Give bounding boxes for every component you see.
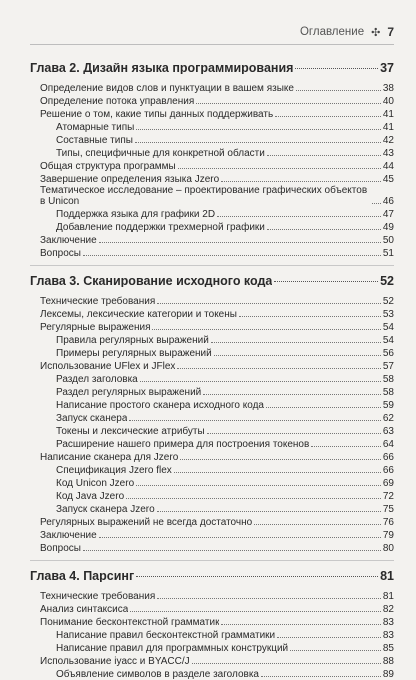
entry-title: Регулярных выражений не всегда достаточно xyxy=(40,517,253,528)
leader-dots xyxy=(136,576,378,577)
leader-dots xyxy=(211,342,381,343)
entry-title: Составные типы xyxy=(56,135,133,146)
entry-page: 40 xyxy=(382,96,394,107)
leader-dots xyxy=(196,103,381,104)
toc-section[interactable] xyxy=(30,615,394,628)
entry-page: 44 xyxy=(382,161,394,172)
entry-page: 81 xyxy=(382,591,394,602)
leader-dots xyxy=(296,90,381,91)
entry-page: 52 xyxy=(382,296,394,307)
toc-subsection[interactable] xyxy=(30,489,394,502)
entry-title: Запуск сканера xyxy=(56,413,128,424)
entry-page: 58 xyxy=(382,374,394,385)
toc-subsection[interactable] xyxy=(30,207,394,220)
entry-title: Определение потока управления xyxy=(40,96,195,107)
entry-title: Код Java Jzero xyxy=(56,491,125,502)
leader-dots xyxy=(177,368,380,369)
entry-title: Определение видов слов и пунктуации в вашем языке xyxy=(40,83,294,94)
leader-dots xyxy=(266,407,381,408)
header-title: Оглавление xyxy=(299,26,365,38)
entry-title: Код Unicon Jzero xyxy=(56,478,135,489)
entry-title: Запуск сканера Jzero xyxy=(56,504,155,515)
toc-subsection[interactable] xyxy=(30,424,394,437)
chapter-separator xyxy=(30,560,394,561)
leader-dots xyxy=(178,168,381,169)
toc-section[interactable] xyxy=(30,94,394,107)
entry-title: Тематическое исследование – проектирование графических объектов в Unicon xyxy=(40,185,368,207)
entry-page: 83 xyxy=(382,630,394,641)
toc-subsection[interactable] xyxy=(30,146,394,159)
entry-page: 63 xyxy=(382,426,394,437)
entry-title: Анализ синтаксиса xyxy=(40,604,129,615)
entry-title: Объявление символов в разделе заголовка xyxy=(56,669,259,680)
entry-title: Заключение xyxy=(40,530,97,541)
toc-section[interactable] xyxy=(30,320,394,333)
toc-subsection[interactable] xyxy=(30,333,394,346)
entry-page: 59 xyxy=(382,400,394,411)
chapter-title: Глава 3. Сканирование исходного кода xyxy=(30,275,273,287)
leader-dots xyxy=(129,420,380,421)
toc-section[interactable] xyxy=(30,359,394,372)
ornament-icon: ✣ xyxy=(371,26,381,39)
entry-page: 76 xyxy=(382,517,394,528)
toc-subsection[interactable] xyxy=(30,372,394,385)
toc-section[interactable] xyxy=(30,602,394,615)
leader-dots xyxy=(157,598,381,599)
entry-title: Регулярные выражения xyxy=(40,322,151,333)
entry-page: 42 xyxy=(382,135,394,146)
entry-page: 89 xyxy=(382,669,394,680)
entry-page: 41 xyxy=(382,109,394,120)
chapter-title: Глава 2. Дизайн языка программирования xyxy=(30,62,294,74)
toc-section[interactable] xyxy=(30,528,394,541)
toc-section[interactable] xyxy=(30,172,394,185)
leader-dots xyxy=(180,459,381,460)
entry-page: 57 xyxy=(382,361,394,372)
toc-section[interactable] xyxy=(30,233,394,246)
leader-dots xyxy=(83,550,381,551)
entry-page: 85 xyxy=(382,643,394,654)
leader-dots xyxy=(295,68,378,69)
chapter-heading[interactable] xyxy=(30,270,394,292)
leader-dots xyxy=(221,624,380,625)
entry-title: Технические требования xyxy=(40,296,156,307)
entry-title: Атомарные типы xyxy=(56,122,135,133)
entry-page: 43 xyxy=(382,148,394,159)
entry-title: Правила регулярных выражений xyxy=(56,335,209,346)
entry-page: 38 xyxy=(382,83,394,94)
leader-dots xyxy=(135,142,381,143)
leader-dots xyxy=(221,181,381,182)
leader-dots xyxy=(277,637,381,638)
leader-dots xyxy=(267,155,381,156)
leader-dots xyxy=(83,255,381,256)
entry-title: Завершение определения языка Jzero xyxy=(40,174,220,185)
leader-dots xyxy=(254,524,381,525)
entry-title: Поддержка языка для графики 2D xyxy=(56,209,216,220)
entry-page: 64 xyxy=(382,439,394,450)
leader-dots xyxy=(207,433,381,434)
leader-dots xyxy=(157,511,381,512)
toc-subsection[interactable] xyxy=(30,502,394,515)
entry-page: 82 xyxy=(382,604,394,615)
toc-subsection[interactable] xyxy=(30,385,394,398)
entry-title: Примеры регулярных выражений xyxy=(56,348,212,359)
entry-title: Добавление поддержки трехмерной графики xyxy=(56,222,265,233)
toc-section[interactable] xyxy=(30,654,394,667)
entry-page: 56 xyxy=(382,348,394,359)
entry-title: Понимание бесконтекстной грамматик xyxy=(40,617,220,628)
entry-page: 54 xyxy=(382,335,394,346)
entry-page: 41 xyxy=(382,122,394,133)
entry-title: Написание простого сканера исходного кода xyxy=(56,400,264,411)
entry-title: Использование UFlex и JFlex xyxy=(40,361,176,372)
toc-section[interactable] xyxy=(30,515,394,528)
leader-dots xyxy=(290,650,381,651)
leader-dots xyxy=(203,394,381,395)
entry-title: Типы, специфичные для конкретной области xyxy=(56,148,265,159)
chapter-separator xyxy=(30,265,394,266)
leader-dots xyxy=(157,303,381,304)
entry-page: 66 xyxy=(382,465,394,476)
entry-title: Общая структура программы xyxy=(40,161,176,172)
toc-subsection[interactable] xyxy=(30,120,394,133)
leader-dots xyxy=(99,537,381,538)
toc-subsection[interactable] xyxy=(30,133,394,146)
entry-page: 51 xyxy=(382,248,394,259)
toc-subsection[interactable] xyxy=(30,398,394,411)
toc-section[interactable] xyxy=(30,294,394,307)
entry-page: 45 xyxy=(382,174,394,185)
leader-dots xyxy=(99,242,381,243)
leader-dots xyxy=(372,203,381,204)
leader-dots xyxy=(239,316,381,317)
entry-title: Использование iyacc и BYACC/J xyxy=(40,656,190,667)
toc-section[interactable] xyxy=(30,81,394,94)
entry-page: 54 xyxy=(382,322,394,333)
entry-page: 62 xyxy=(382,413,394,424)
toc-section[interactable] xyxy=(30,107,394,120)
entry-title: Написание правил бесконтекстной грамматики xyxy=(56,630,276,641)
table-of-contents xyxy=(30,53,394,680)
entry-title: Расширение нашего примера для построения токенов xyxy=(56,439,310,450)
leader-dots xyxy=(136,129,381,130)
entry-title: Написание сканера для Jzero xyxy=(40,452,179,463)
toc-section[interactable] xyxy=(30,450,394,463)
entry-page: 75 xyxy=(382,504,394,515)
leader-dots xyxy=(267,229,381,230)
leader-dots xyxy=(130,611,381,612)
entry-page: 72 xyxy=(382,491,394,502)
leader-dots xyxy=(152,329,380,330)
entry-page: 50 xyxy=(382,235,394,246)
toc-subsection[interactable] xyxy=(30,667,394,680)
toc-section[interactable] xyxy=(30,246,394,259)
toc-subsection[interactable] xyxy=(30,476,394,489)
entry-page: 79 xyxy=(382,530,394,541)
toc-section[interactable] xyxy=(30,541,394,554)
leader-dots xyxy=(275,116,381,117)
leader-dots xyxy=(311,446,381,447)
entry-title: Раздел регулярных выражений xyxy=(56,387,202,398)
leader-dots xyxy=(174,472,381,473)
entry-page: 53 xyxy=(382,309,394,320)
entry-page: 69 xyxy=(382,478,394,489)
leader-dots xyxy=(192,663,381,664)
entry-page: 49 xyxy=(382,222,394,233)
entry-title: Вопросы xyxy=(40,543,81,554)
toc-subsection[interactable] xyxy=(30,463,394,476)
leader-dots xyxy=(274,281,378,282)
entry-title: Технические требования xyxy=(40,591,156,602)
chapter-page: 52 xyxy=(380,273,394,288)
toc-section[interactable] xyxy=(30,159,394,172)
leader-dots xyxy=(126,498,381,499)
toc-section[interactable] xyxy=(30,589,394,602)
entry-page: 66 xyxy=(382,452,394,463)
chapter-title: Глава 4. Парсинг xyxy=(30,570,135,582)
entry-title: Вопросы xyxy=(40,248,81,259)
leader-dots xyxy=(140,381,381,382)
toc-subsection[interactable] xyxy=(30,437,394,450)
entry-page: 58 xyxy=(382,387,394,398)
entry-page: 46 xyxy=(382,196,394,207)
entry-page: 83 xyxy=(382,617,394,628)
toc-subsection[interactable] xyxy=(30,220,394,233)
toc-subsection[interactable] xyxy=(30,628,394,641)
entry-page: 88 xyxy=(382,656,394,667)
chapter-heading[interactable] xyxy=(30,57,394,79)
leader-dots xyxy=(217,216,381,217)
entry-title: Лексемы, лексические категории и токены xyxy=(40,309,237,320)
entry-title: Написание правил для программных конструкций xyxy=(56,643,289,654)
leader-dots xyxy=(214,355,381,356)
toc-section[interactable] xyxy=(30,185,394,207)
toc-subsection[interactable] xyxy=(30,411,394,424)
toc-subsection[interactable] xyxy=(30,346,394,359)
chapter-heading[interactable] xyxy=(30,565,394,587)
leader-dots xyxy=(136,485,381,486)
entry-title: Заключение xyxy=(40,235,97,246)
entry-title: Токены и лексические атрибуты xyxy=(56,426,205,437)
entry-page: 80 xyxy=(382,543,394,554)
entry-page: 47 xyxy=(382,209,394,220)
toc-subsection[interactable] xyxy=(30,641,394,654)
toc-section[interactable] xyxy=(30,307,394,320)
chapter-page: 81 xyxy=(380,568,394,583)
page-number: 7 xyxy=(387,25,394,39)
chapter-page: 37 xyxy=(380,60,394,75)
entry-title: Раздел заголовка xyxy=(56,374,138,385)
leader-dots xyxy=(261,676,381,677)
entry-title: Спецификация Jzero flex xyxy=(56,465,172,476)
entry-title: Решение о том, какие типы данных поддерживать xyxy=(40,109,274,120)
running-header xyxy=(300,25,394,39)
header-rule xyxy=(30,44,394,45)
